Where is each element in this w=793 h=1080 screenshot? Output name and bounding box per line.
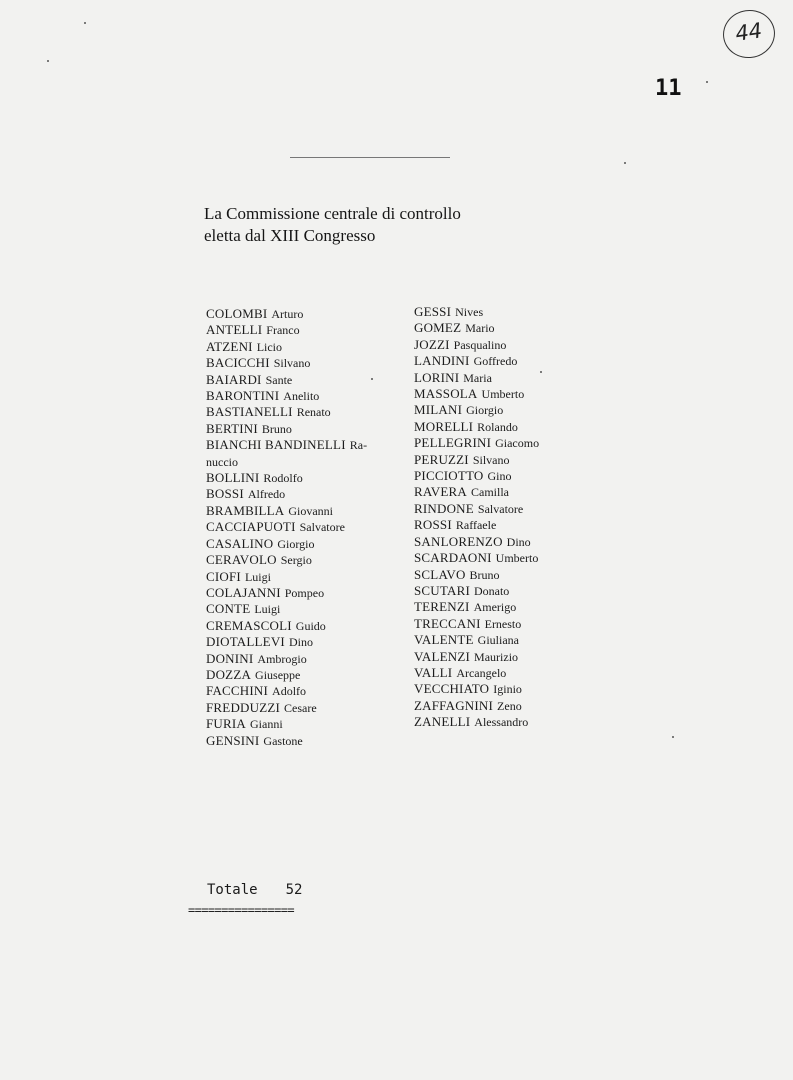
- member-surname: PELLEGRINI: [414, 435, 492, 451]
- member-entry: [206, 651, 401, 667]
- member-given-name: Dino: [506, 534, 531, 549]
- member-given-name: Cesare: [284, 700, 317, 715]
- member-entry: [414, 452, 614, 468]
- member-surname: ROSSI: [414, 517, 452, 533]
- member-entry: [206, 585, 401, 601]
- member-surname: FACCHINI: [206, 683, 269, 699]
- member-given-name: Ambrogio: [257, 651, 307, 666]
- member-surname: FURIA: [206, 716, 247, 732]
- member-entry: [206, 683, 401, 699]
- member-surname: VALLI: [414, 664, 453, 680]
- member-entry: [206, 306, 401, 322]
- member-surname: COLAJANNI: [206, 584, 281, 600]
- member-entry: [206, 634, 401, 650]
- member-surname: TERENZI: [414, 599, 470, 615]
- member-given-name: Mario: [465, 321, 495, 336]
- member-surname: BASTIANELLI: [206, 404, 293, 420]
- member-surname: CERAVOLO: [206, 552, 277, 568]
- member-given-name: Arcangelo: [456, 665, 507, 680]
- member-given-name: Silvano: [472, 452, 510, 467]
- member-given-name: Dino: [288, 635, 313, 650]
- member-surname: SANLORENZO: [414, 533, 503, 549]
- member-entry: [414, 304, 614, 320]
- member-entry: [414, 599, 614, 615]
- member-surname: LANDINI: [414, 353, 470, 369]
- scan-speck: [371, 378, 373, 380]
- member-entry: [414, 386, 614, 402]
- member-surname: BARONTINI: [206, 388, 280, 404]
- member-given-name: Camilla: [470, 485, 509, 500]
- member-given-name: Alessandro: [474, 715, 529, 730]
- member-surname: ATZENI: [206, 338, 253, 354]
- member-entry: [206, 404, 401, 420]
- member-given-name: Guido: [295, 618, 326, 633]
- member-entry: [414, 681, 614, 697]
- member-given-name: Alfredo: [247, 487, 286, 502]
- member-surname: TRECCANI: [414, 615, 481, 631]
- member-surname: ZAFFAGNINI: [414, 697, 494, 713]
- member-given-name: Bruno: [261, 421, 292, 436]
- member-entry: [206, 519, 401, 535]
- member-entry: [414, 402, 614, 418]
- member-entry: [414, 517, 614, 533]
- member-given-name: Bruno: [469, 567, 500, 582]
- member-surname: SCUTARI: [414, 582, 470, 598]
- scan-speck: [540, 371, 542, 373]
- member-entry: [414, 468, 614, 484]
- member-surname: BAIARDI: [206, 371, 262, 387]
- member-given-name: Umberto: [481, 387, 525, 402]
- title-line-1: La Commissione centrale di controllo: [204, 204, 461, 223]
- member-given-name: Donato: [473, 583, 510, 598]
- member-given-name: Giorgio: [466, 403, 504, 418]
- member-given-name: Rolando: [477, 419, 518, 434]
- total-line: [207, 882, 302, 898]
- member-entry: [206, 618, 401, 634]
- member-surname: DONINI: [206, 650, 254, 666]
- member-surname: COLOMBI: [206, 306, 268, 321]
- member-entry: [414, 649, 614, 665]
- member-given-name: Giuseppe: [255, 667, 301, 682]
- member-surname: LORINI: [414, 369, 460, 385]
- member-given-name: Pompeo: [284, 585, 325, 600]
- member-surname: RAVERA: [414, 484, 467, 500]
- scan-speck: [47, 60, 49, 62]
- member-given-name: Renato: [296, 405, 331, 420]
- member-surname: PERUZZI: [414, 451, 469, 467]
- member-surname: BOSSI: [206, 486, 244, 502]
- member-entry: [206, 700, 401, 716]
- member-entry: [206, 486, 401, 502]
- member-given-name: Pasqualino: [453, 337, 507, 352]
- member-surname: PICCIOTTO: [414, 468, 484, 484]
- member-entry: [206, 536, 401, 552]
- member-entry: [206, 569, 401, 585]
- member-entry: [206, 454, 401, 470]
- scan-speck: [84, 22, 86, 24]
- member-surname: SCLAVO: [414, 566, 466, 582]
- member-surname: CACCIAPUOTI: [206, 519, 296, 535]
- members-column-left: [206, 306, 401, 749]
- member-entry: [206, 388, 401, 404]
- member-surname: CASALINO: [206, 535, 274, 551]
- member-given-name: Goffredo: [473, 354, 518, 369]
- archive-number: 44: [733, 18, 764, 46]
- member-surname: BRAMBILLA: [206, 502, 285, 518]
- member-surname: RINDONE: [414, 500, 474, 516]
- member-given-name: Umberto: [495, 551, 539, 566]
- member-entry: [206, 421, 401, 437]
- member-entry: [414, 320, 614, 336]
- member-given-name: Franco: [266, 323, 300, 338]
- member-surname: VALENZI: [414, 648, 471, 664]
- member-entry: [414, 501, 614, 517]
- member-given-name: Salvatore: [299, 520, 345, 535]
- member-surname: BOLLINI: [206, 470, 260, 486]
- member-given-name: Anelito: [283, 389, 320, 404]
- total-underline: ================: [188, 903, 294, 917]
- member-surname: CIOFI: [206, 568, 241, 584]
- member-surname: BERTINI: [206, 420, 258, 436]
- member-surname: GOMEZ: [414, 320, 462, 336]
- member-given-name: Silvano: [273, 356, 311, 371]
- scan-speck: [706, 81, 708, 83]
- member-surname: SCARDAONI: [414, 550, 492, 566]
- member-surname: DOZZA: [206, 666, 252, 682]
- member-surname: MASSOLA: [414, 386, 478, 402]
- member-surname: VECCHIATO: [414, 681, 490, 697]
- member-given-name: Gastone: [263, 733, 303, 748]
- member-surname: GENSINI: [206, 732, 260, 748]
- scan-speck: [624, 162, 626, 164]
- member-given-name: Adolfo: [272, 684, 307, 699]
- member-entry: [414, 419, 614, 435]
- member-surname: JOZZI: [414, 336, 450, 352]
- member-entry: [414, 714, 614, 730]
- member-surname: CONTE: [206, 601, 251, 617]
- member-entry: [414, 567, 614, 583]
- member-entry: [206, 601, 401, 617]
- member-entry: [206, 733, 401, 749]
- member-surname: ZANELLI: [414, 714, 471, 730]
- member-entry: [414, 337, 614, 353]
- member-given-name: Zeno: [497, 698, 522, 713]
- member-entry: [206, 339, 401, 355]
- member-given-name: Giacomo: [495, 436, 540, 451]
- member-given-name: Gianni: [250, 717, 283, 732]
- scan-speck: [672, 736, 674, 738]
- member-given-name: Maria: [463, 370, 492, 385]
- members-column-right: [414, 304, 614, 731]
- member-entry: [206, 355, 401, 371]
- member-entry: [414, 370, 614, 386]
- member-given-name: Giuliana: [477, 633, 519, 648]
- member-entry: [414, 616, 614, 632]
- document-title: [204, 203, 461, 247]
- member-surname: ANTELLI: [206, 322, 263, 338]
- member-surname: DIOTALLEVI: [206, 634, 285, 650]
- member-surname: MORELLI: [414, 418, 474, 434]
- member-given-name: Ernesto: [484, 616, 522, 631]
- member-given-name: Gino: [487, 469, 512, 484]
- member-entry: [414, 583, 614, 599]
- member-given-name: Luigi: [254, 602, 281, 617]
- member-entry: [206, 470, 401, 486]
- member-surname: GESSI: [414, 304, 452, 319]
- archive-number-stamp: [720, 7, 778, 62]
- member-entry: [206, 667, 401, 683]
- member-surname: VALENTE: [414, 632, 474, 648]
- member-entry: [206, 552, 401, 568]
- member-given-name: Ra-: [349, 438, 368, 453]
- member-entry: [414, 534, 614, 550]
- member-given-name: Luigi: [244, 569, 271, 584]
- member-given-name: Arturo: [271, 307, 304, 321]
- total-label: Totale: [207, 882, 258, 898]
- member-entry: [414, 353, 614, 369]
- member-given-name: Rodolfo: [263, 471, 303, 486]
- member-given-name: Giovanni: [288, 503, 334, 518]
- page-number: 11: [655, 76, 682, 101]
- total-value: 52: [285, 882, 303, 898]
- member-given-name: Nives: [455, 305, 484, 319]
- member-given-name: Amerigo: [473, 600, 517, 615]
- member-entry: [206, 437, 401, 453]
- member-given-name: Maurizio: [474, 649, 519, 664]
- member-surname: MILANI: [414, 402, 463, 418]
- member-entry: [414, 698, 614, 714]
- member-entry: [206, 503, 401, 519]
- member-surname: CREMASCOLI: [206, 617, 292, 633]
- member-entry: [414, 435, 614, 451]
- member-entry: [206, 322, 401, 338]
- member-given-name: Giorgio: [277, 536, 315, 551]
- member-entry: [414, 484, 614, 500]
- title-line-2: eletta dal XIII Congresso: [204, 226, 376, 245]
- member-entry: [414, 632, 614, 648]
- member-given-name: Sergio: [280, 553, 312, 568]
- member-surname: BACICCHI: [206, 355, 270, 371]
- member-given-name: nuccio: [206, 454, 238, 469]
- header-rule: [290, 157, 450, 158]
- member-given-name: Raffaele: [455, 518, 497, 533]
- member-given-name: Salvatore: [477, 501, 524, 516]
- member-surname: FREDDUZZI: [206, 699, 281, 715]
- member-given-name: Sante: [265, 372, 293, 387]
- member-entry: [414, 550, 614, 566]
- member-surname: BIANCHI BANDINELLI: [206, 437, 346, 453]
- member-given-name: Iginio: [493, 682, 522, 697]
- member-entry: [414, 665, 614, 681]
- member-entry: [206, 716, 401, 732]
- member-given-name: Licio: [256, 339, 283, 354]
